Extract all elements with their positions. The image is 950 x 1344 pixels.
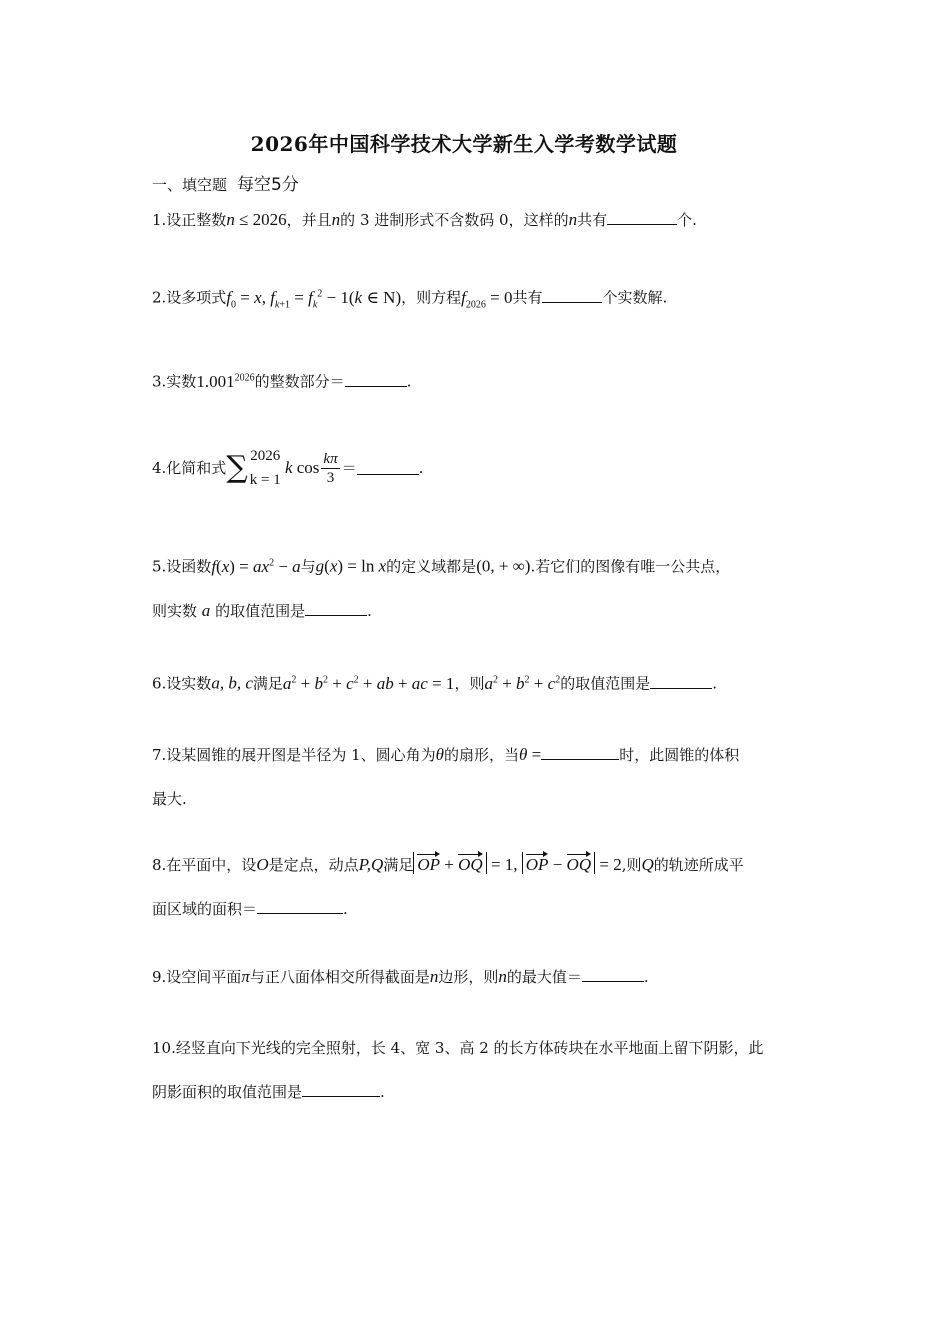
answer-blank	[345, 374, 407, 387]
q6-condition: $a^2 + b^2 + c^2$ + ab + ac = 1	[282, 673, 455, 693]
answer-blank	[542, 290, 602, 303]
answer-blank	[257, 901, 343, 914]
q5-g: g(x) = ln x	[315, 556, 387, 576]
question-9: 9.设空间平面π与正八面体相交所得截面是n边形，则n的最大值＝ .	[152, 967, 649, 986]
answer-blank	[541, 747, 619, 760]
q8-condition: OP + OQ = 1, OP − OQ = 2	[413, 855, 621, 874]
section-header	[152, 170, 299, 195]
q5-domain: (0, + ∞)	[476, 556, 531, 576]
answer-blank	[650, 676, 712, 689]
question-4: 4.化简和式∑ 2026 k = 1 k cos $\frac{k\pi}{3}$ ＝ .	[152, 444, 792, 492]
section-score-note: 每空5分	[237, 175, 299, 195]
page-title: 2026年中国科学技术大学新生入学考数学试题	[250, 132, 678, 156]
answer-blank	[305, 603, 367, 616]
question-6: 6.设实数a, b, c满足$a^2 + b^2 + c^2$ + ab + ac = 1，则$a^2 + b^2 + c^2$的取值范围是 .	[152, 673, 717, 693]
question-7: 7.设某圆锥的展开图是半径为 1、圆心角为θ的扇形，当θ = 时，此圆锥的体积 最大.	[152, 745, 740, 808]
summation: ∑ 2026 k = 1	[226, 448, 281, 488]
q5-f: $f(x) = ax^2 - a$	[211, 556, 301, 576]
question-2: 2.设多项式$f_0 = x$, $f_{k+1} = f_k^2 - 1(k$ ∈ N)，则方程$f_{2026} = 0$共有 个实数解.	[152, 287, 668, 311]
question-10: 10.经竖直向下光线的完全照射，长 4、宽 3、高 2 的长方体砖块在水平地面上留下阴影，此 阴影面积的取值范围是 .	[152, 1039, 764, 1101]
question-5: 5.设函数$f(x) = ax^2 - a$与g(x) = ln x的定义域都是(0, + ∞).若它们的图像有唯一公共点， 则实数 a 的取值范围是 .	[152, 556, 731, 620]
section-label: 一、填空题	[152, 176, 228, 194]
q2-formula: $f_0 = x$, $f_{k+1} = f_k^2 - 1(k$ ∈ N)	[226, 287, 402, 311]
answer-blank	[302, 1084, 380, 1097]
q6-target: $a^2 + b^2 + c^2$	[484, 673, 561, 693]
fraction: $\frac{k\pi}{3}$	[323, 450, 338, 486]
q2-equation: $f_{2026} = 0$	[461, 287, 513, 311]
question-8: 8.在平面中，设O是定点，动点P,Q满足 OP + OQ = 1, OP − OQ = 2,则Q的轨迹所成平 面区域的面积＝ .	[152, 852, 792, 919]
answer-blank	[607, 212, 677, 225]
question-3: 3.实数$1.001^{2026}$的整数部分＝ .	[152, 371, 412, 391]
question-1: 1.设正整数n ≤ 2026，并且n的 3 进制形式不含数码 0，这样的n共有 个.	[152, 210, 697, 229]
answer-blank	[357, 462, 419, 475]
answer-blank	[582, 969, 644, 982]
